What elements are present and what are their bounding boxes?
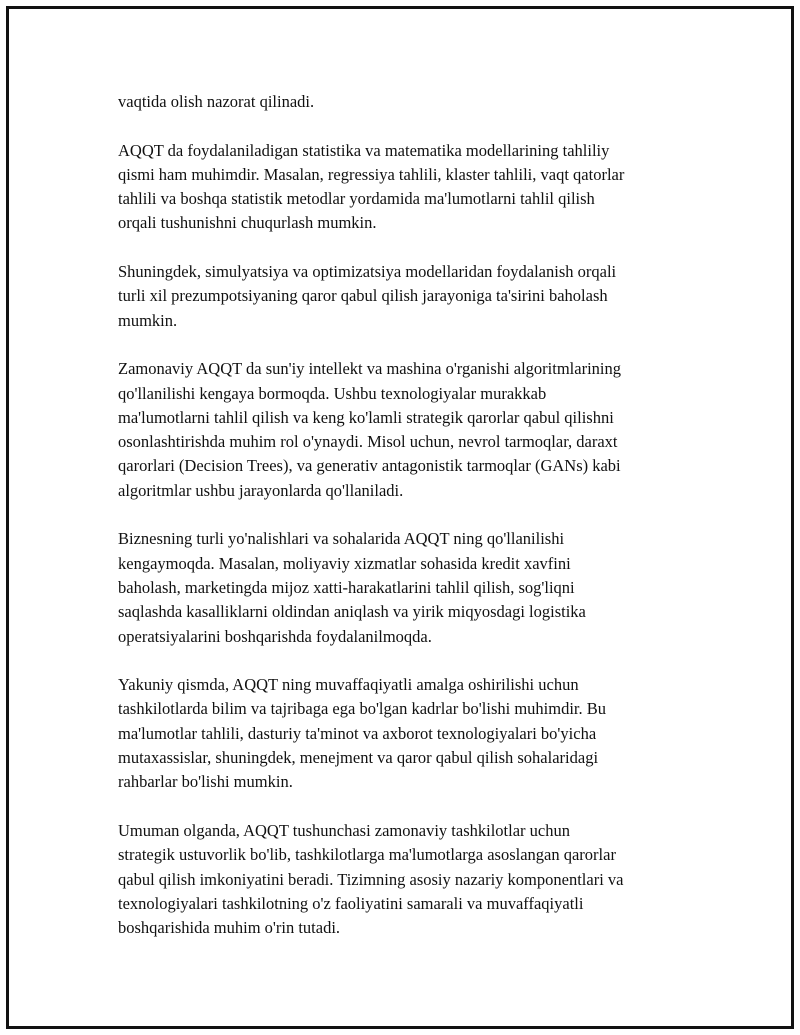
paragraph: Yakuniy qismda, AQQT ning muvaffaqiyatli amalga oshirilishi uchun tashkilotlarda bilim va tajribaga ega bo'lgan kadrlar bo'lishi muhimdir. Bu ma'lumotlar tahlili, dasturiy ta'minot va axborot texnologiyalari bo'yicha mutaxassislar, shuningdek, menejment va qaror qabul qilish sohalaridagi rahbarlar bo'lishi mumkin. — [118, 675, 607, 792]
paragraph: AQQT da foydalaniladigan statistika va matematika modellarining tahliliy qismi ham muhimdir. Masalan, regressiya tahlili, klaster tahlili, vaqt qatorlar tahlili va boshqa statistik metodlar yordamida ma'lumotlarni tahlil qilish orqali tushunishni chuqurlash mumkin. — [118, 140, 625, 233]
paragraph: Shuningdek, simulyatsiya va optimizatsiya modellaridan foydalanish orqali turli xil prezumpotsiyaning qaror qabul qilish jarayoniga ta'sirini baholash mumkin. — [118, 262, 617, 330]
paragraph: vaqtida olish nazorat qilinadi. — [118, 92, 315, 111]
paragraph: Zamonaviy AQQT da sun'iy intellekt va mashina o'rganishi algoritmlarining qo'llanilishi kengaya bormoqda. Ushbu texnologiyalar murakkab ma'lumotlarni tahlil qilish va keng ko'lamli strategik qarorlar qabul qilishni osonlashtirishda muhim rol o'ynaydi. Misol uchun, nevrol tarmoqlar, daraxt qarorlari (Decision Trees), va generativ antagonistik tarmoqlar (GANs) kabi algoritmlar ushbu jarayonlarda qo'llaniladi. — [118, 359, 622, 500]
paragraph: Umuman olganda, AQQT tushunchasi zamonaviy tashkilotlar uchun strategik ustuvorlik bo'lib, tashkilotlarga ma'lumotlarga asoslangan qarorlar qabul qilish imkoniyatini beradi. Tizimning asosiy nazariy komponentlari va texnologiyalari tashkilotning o'z faoliyatini samarali va muvaffaqiyatli boshqarishida muhim o'rin tutadi. — [118, 820, 624, 938]
paragraph: Biznesning turli yo'nalishlari va sohalarida AQQT ning qo'llanilishi kengaymoqda. Masalan, moliyaviy xizmatlar sohasida kredit xavfini baholash, marketingda mijoz xatti-harakatlarini tahlil qilish, sog'liqni saqlashda kasalliklarni oldindan aniqlash va yirik miqyosdagi logistika operatsiyalarini boshqarishda foydalanilmoqda. — [118, 529, 586, 646]
document-body — [118, 90, 688, 965]
